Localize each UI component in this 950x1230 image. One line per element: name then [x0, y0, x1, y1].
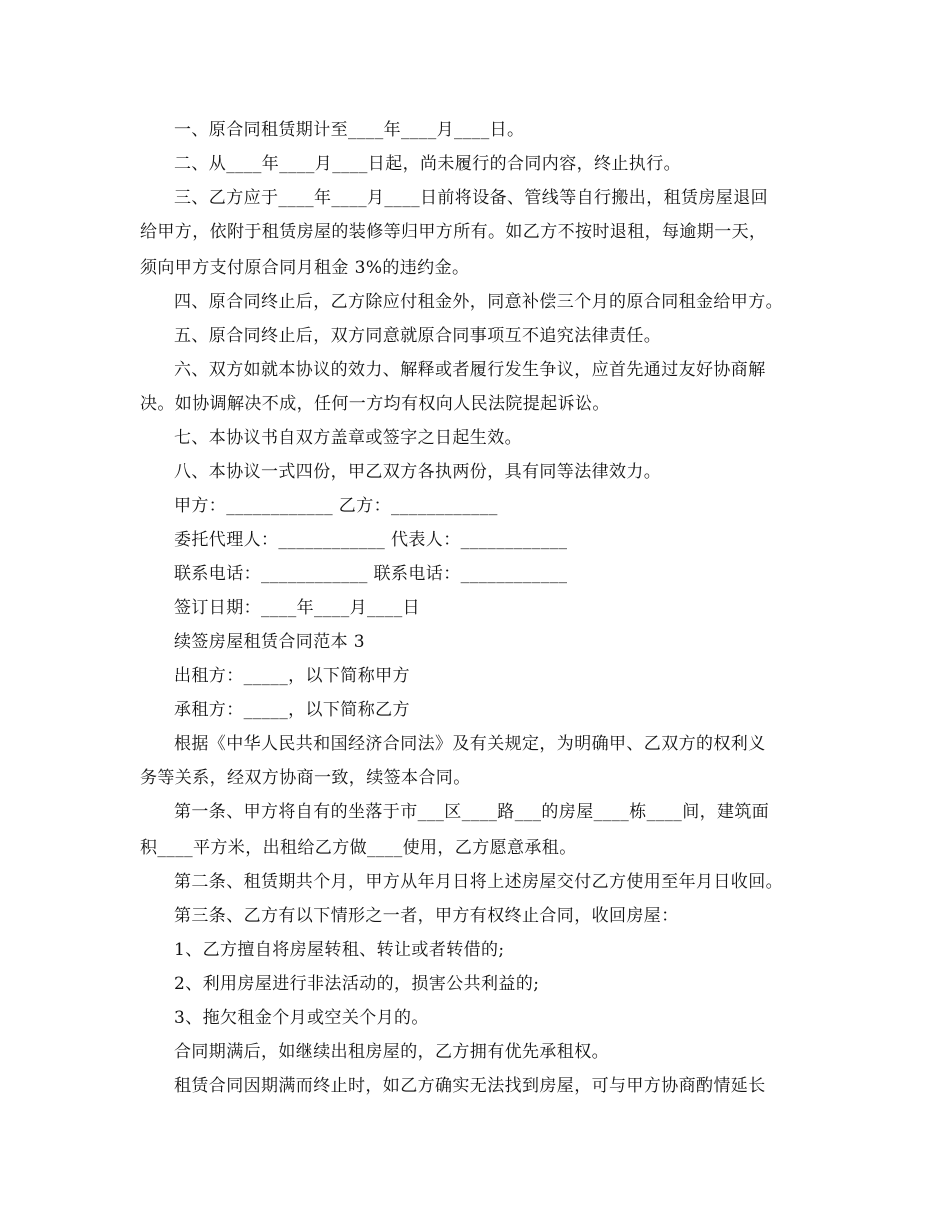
article-3-item-2: 2、利用房屋进行非法活动的，损害公共利益的; [174, 974, 540, 994]
article-2: 第二条、租赁期共个月，甲方从年月日将上述房屋交付乙方使用至年月日收回。 [174, 872, 783, 892]
clause-6-line-2: 决。如协调解决不成，任何一方均有权向人民法院提起诉讼。 [140, 394, 610, 414]
clause-3-line-3: 须向甲方支付原合同月租金 3%的违约金。 [140, 258, 470, 278]
preamble-line-1: 根据《中华人民共和国经济合同法》及有关规定，为明确甲、乙双方的权利义 [174, 734, 766, 754]
article-1-line-2: 积____平方米，出租给乙方做____使用，乙方愿意承租。 [140, 838, 577, 858]
renewal-priority-line: 合同期满后，如继续出租房屋的，乙方拥有优先承租权。 [174, 1042, 609, 1062]
party-signature-line: 甲方：____________ 乙方：____________ [174, 496, 498, 516]
clause-8: 八、本协议一式四份，甲乙双方各执两份，具有同等法律效力。 [174, 462, 662, 482]
section-title: 续签房屋租赁合同范本 3 [174, 632, 366, 652]
lessee-line: 承租方：_____，以下简称乙方 [174, 700, 410, 720]
phone-line: 联系电话：____________ 联系电话：____________ [174, 564, 568, 584]
clause-6-line-1: 六、双方如就本协议的效力、解释或者履行发生争议，应首先通过友好协商解 [174, 360, 766, 380]
article-3-item-1: 1、乙方擅自将房屋转租、转让或者转借的; [174, 940, 505, 960]
clause-1: 一、原合同租赁期计至____年____月____日。 [174, 120, 525, 140]
preamble-line-2: 务等关系，经双方协商一致，续签本合同。 [140, 768, 471, 788]
signing-date-line: 签订日期：____年____月____日 [174, 598, 420, 618]
clause-3-line-2: 给甲方，依附于租赁房屋的装修等归甲方所有。如乙方不按时退租，每逾期一天， [140, 222, 767, 242]
clause-5: 五、原合同终止后，双方同意就原合同事项互不追究法律责任。 [174, 326, 662, 346]
clause-2: 二、从____年____月____日起，尚未履行的合同内容，终止执行。 [174, 154, 681, 174]
lessor-line: 出租方：_____，以下简称甲方 [174, 666, 410, 686]
clause-7: 七、本协议书自双方盖章或签字之日起生效。 [174, 428, 522, 448]
article-1-line-1: 第一条、甲方将自有的坐落于市___区____路___的房屋____栋____间，建筑面 [174, 802, 770, 822]
clause-3-line-1: 三、乙方应于____年____月____日前将设备、管线等自行搬出，租赁房屋退回 [174, 188, 768, 208]
clause-4: 四、原合同终止后，乙方除应付租金外，同意补偿三个月的原合同租金给甲方。 [174, 292, 783, 312]
agent-signature-line: 委托代理人：____________ 代表人：____________ [174, 530, 568, 550]
article-3-item-3: 3、拖欠租金个月或空关个月的。 [174, 1008, 429, 1028]
article-3: 第三条、乙方有以下情形之一者，甲方有权终止合同，收回房屋： [174, 906, 679, 926]
expiry-extension-line: 租赁合同因期满而终止时，如乙方确实无法找到房屋，可与甲方协商酌情延长 [174, 1076, 766, 1096]
